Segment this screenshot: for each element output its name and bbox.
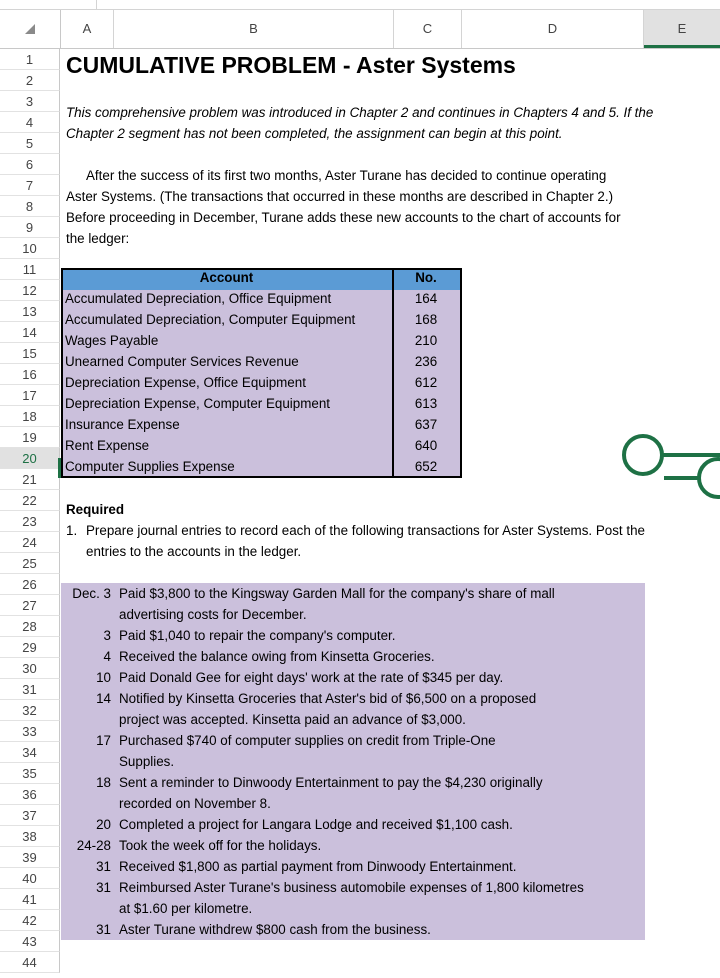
account-number: 210 — [414, 333, 438, 348]
account-name: Unearned Computer Services Revenue — [65, 354, 299, 369]
account-number: 164 — [414, 291, 438, 306]
page-title: CUMULATIVE PROBLEM - Aster Systems — [66, 52, 516, 78]
account-name: Depreciation Expense, Computer Equipment — [65, 396, 330, 411]
select-all-triangle-icon — [25, 24, 35, 34]
transaction-text: advertising costs for December. — [119, 607, 307, 622]
row-header[interactable]: 43 — [0, 931, 60, 952]
transaction-date: 24-28 — [76, 838, 111, 853]
accounts-header-no: No. — [415, 270, 437, 285]
column-header-b[interactable]: B — [114, 10, 394, 48]
row-header[interactable]: 27 — [0, 595, 60, 616]
row-header[interactable]: 23 — [0, 511, 60, 532]
column-header-bar — [0, 10, 720, 49]
row-header[interactable]: 21 — [0, 469, 60, 490]
row-header[interactable]: 1 — [0, 49, 60, 70]
paragraph-line-4: the ledger: — [66, 231, 130, 246]
row-header[interactable]: 33 — [0, 721, 60, 742]
row-header[interactable]: 20 — [0, 448, 60, 469]
account-number: 236 — [414, 354, 438, 369]
transaction-date: 4 — [103, 649, 111, 664]
accounts-header-account: Account — [199, 270, 254, 285]
row-header[interactable]: 31 — [0, 679, 60, 700]
account-number: 168 — [414, 312, 438, 327]
row-header[interactable]: 13 — [0, 301, 60, 322]
transaction-text: Supplies. — [119, 754, 175, 769]
paragraph-line-3: Before proceeding in December, Turane adds these new accounts to the chart of accounts for — [66, 210, 621, 225]
account-number: 612 — [414, 375, 438, 390]
row-header[interactable]: 28 — [0, 616, 60, 637]
row-header[interactable]: 22 — [0, 490, 60, 511]
row-header[interactable]: 26 — [0, 574, 60, 595]
required-number: 1. — [66, 523, 78, 538]
account-name: Wages Payable — [65, 333, 159, 348]
account-name: Insurance Expense — [65, 417, 180, 432]
row-header[interactable]: 7 — [0, 175, 60, 196]
row-header[interactable]: 25 — [0, 553, 60, 574]
logo-icon — [618, 432, 720, 502]
transaction-date: 31 — [96, 859, 111, 874]
row-header[interactable]: 5 — [0, 133, 60, 154]
formula-bar-strip — [0, 0, 720, 10]
column-header-c[interactable]: C — [394, 10, 462, 48]
transaction-text: Paid $3,800 to the Kingsway Garden Mall for the company's share of mall — [119, 586, 555, 601]
row-header[interactable]: 36 — [0, 784, 60, 805]
transaction-text: Sent a reminder to Dinwoody Entertainment to pay the $4,230 originally — [119, 775, 543, 790]
account-name: Computer Supplies Expense — [65, 459, 235, 474]
row-header[interactable]: 24 — [0, 532, 60, 553]
column-header-d[interactable]: D — [462, 10, 644, 48]
transaction-text: Received $1,800 as partial payment from Dinwoody Entertainment. — [119, 859, 517, 874]
account-name: Depreciation Expense, Office Equipment — [65, 375, 306, 390]
transaction-text: Aster Turane withdrew $800 cash from the business. — [119, 922, 431, 937]
paragraph-line-2: Aster Systems. (The transactions that occurred in these months are described in Chapter 2.) — [66, 189, 614, 204]
row-header[interactable]: 19 — [0, 427, 60, 448]
row-header[interactable]: 17 — [0, 385, 60, 406]
row-header[interactable]: 44 — [0, 952, 60, 973]
account-number: 652 — [414, 459, 438, 474]
required-heading: Required — [66, 502, 125, 517]
row-header[interactable]: 10 — [0, 238, 60, 259]
transaction-date: 18 — [96, 775, 111, 790]
transaction-date: 10 — [96, 670, 111, 685]
transaction-text: Purchased $740 of computer supplies on credit from Triple-One — [119, 733, 496, 748]
row-header[interactable]: 32 — [0, 700, 60, 721]
row-header[interactable]: 34 — [0, 742, 60, 763]
row-header[interactable]: 35 — [0, 763, 60, 784]
transaction-date: 3 — [103, 628, 111, 643]
row-header[interactable]: 30 — [0, 658, 60, 679]
account-number: 640 — [414, 438, 438, 453]
row-header[interactable]: 8 — [0, 196, 60, 217]
row-header[interactable]: 12 — [0, 280, 60, 301]
row-header[interactable]: 6 — [0, 154, 60, 175]
row-header[interactable]: 39 — [0, 847, 60, 868]
row-header[interactable]: 42 — [0, 910, 60, 931]
transaction-date: 17 — [96, 733, 111, 748]
row-header[interactable]: 3 — [0, 91, 60, 112]
required-line-2: entries to the accounts in the ledger. — [86, 544, 302, 559]
row-header[interactable]: 38 — [0, 826, 60, 847]
account-number: 613 — [414, 396, 438, 411]
transaction-text: Reimbursed Aster Turane's business automobile expenses of 1,800 kilometres — [119, 880, 584, 895]
transaction-date: 31 — [96, 880, 111, 895]
account-name: Rent Expense — [65, 438, 150, 453]
transaction-text: Paid Donald Gee for eight days' work at the rate of $345 per day. — [119, 670, 504, 685]
active-cell-marker — [58, 458, 61, 478]
row-header[interactable]: 37 — [0, 805, 60, 826]
transaction-text: recorded on November 8. — [119, 796, 271, 811]
transaction-text: at $1.60 per kilometre. — [119, 901, 253, 916]
row-header[interactable]: 14 — [0, 322, 60, 343]
row-header[interactable]: 11 — [0, 259, 60, 280]
row-header[interactable]: 9 — [0, 217, 60, 238]
row-header[interactable]: 29 — [0, 637, 60, 658]
row-header[interactable]: 16 — [0, 364, 60, 385]
account-name: Accumulated Depreciation, Computer Equipment — [65, 312, 356, 327]
transaction-text: Took the week off for the holidays. — [119, 838, 322, 853]
row-header[interactable]: 18 — [0, 406, 60, 427]
transaction-date: 31 — [96, 922, 111, 937]
transaction-text: project was accepted. Kinsetta paid an advance of $3,000. — [119, 712, 466, 727]
row-header[interactable]: 15 — [0, 343, 60, 364]
account-name: Accumulated Depreciation, Office Equipment — [65, 291, 332, 306]
transaction-text: Received the balance owing from Kinsetta Groceries. — [119, 649, 435, 664]
row-header[interactable]: 41 — [0, 889, 60, 910]
transaction-text: Paid $1,040 to repair the company's computer. — [119, 628, 396, 643]
paragraph-line-1: After the success of its first two months, Aster Turane has decided to continue operating — [86, 168, 607, 183]
transaction-text: Completed a project for Langara Lodge and received $1,100 cash. — [119, 817, 513, 832]
row-header[interactable]: 40 — [0, 868, 60, 889]
column-header-a[interactable]: A — [61, 10, 114, 48]
intro-line-2: Chapter 2 segment has not been completed, the assignment can begin at this point. — [66, 126, 563, 141]
transaction-date: Dec. 3 — [72, 586, 111, 601]
column-header-e[interactable]: E — [644, 10, 720, 48]
row-header[interactable]: 2 — [0, 70, 60, 91]
account-number: 637 — [414, 417, 438, 432]
transaction-text: Notified by Kinsetta Groceries that Aster's bid of $6,500 on a proposed — [119, 691, 537, 706]
required-line-1: Prepare journal entries to record each of the following transactions for Aster Systems. Post the — [86, 523, 645, 538]
intro-line-1: This comprehensive problem was introduced in Chapter 2 and continues in Chapters 4 and 5. If the — [66, 105, 654, 120]
row-header[interactable]: 4 — [0, 112, 60, 133]
select-all-corner[interactable] — [0, 10, 61, 48]
transaction-date: 20 — [96, 817, 111, 832]
transaction-date: 14 — [96, 691, 111, 706]
